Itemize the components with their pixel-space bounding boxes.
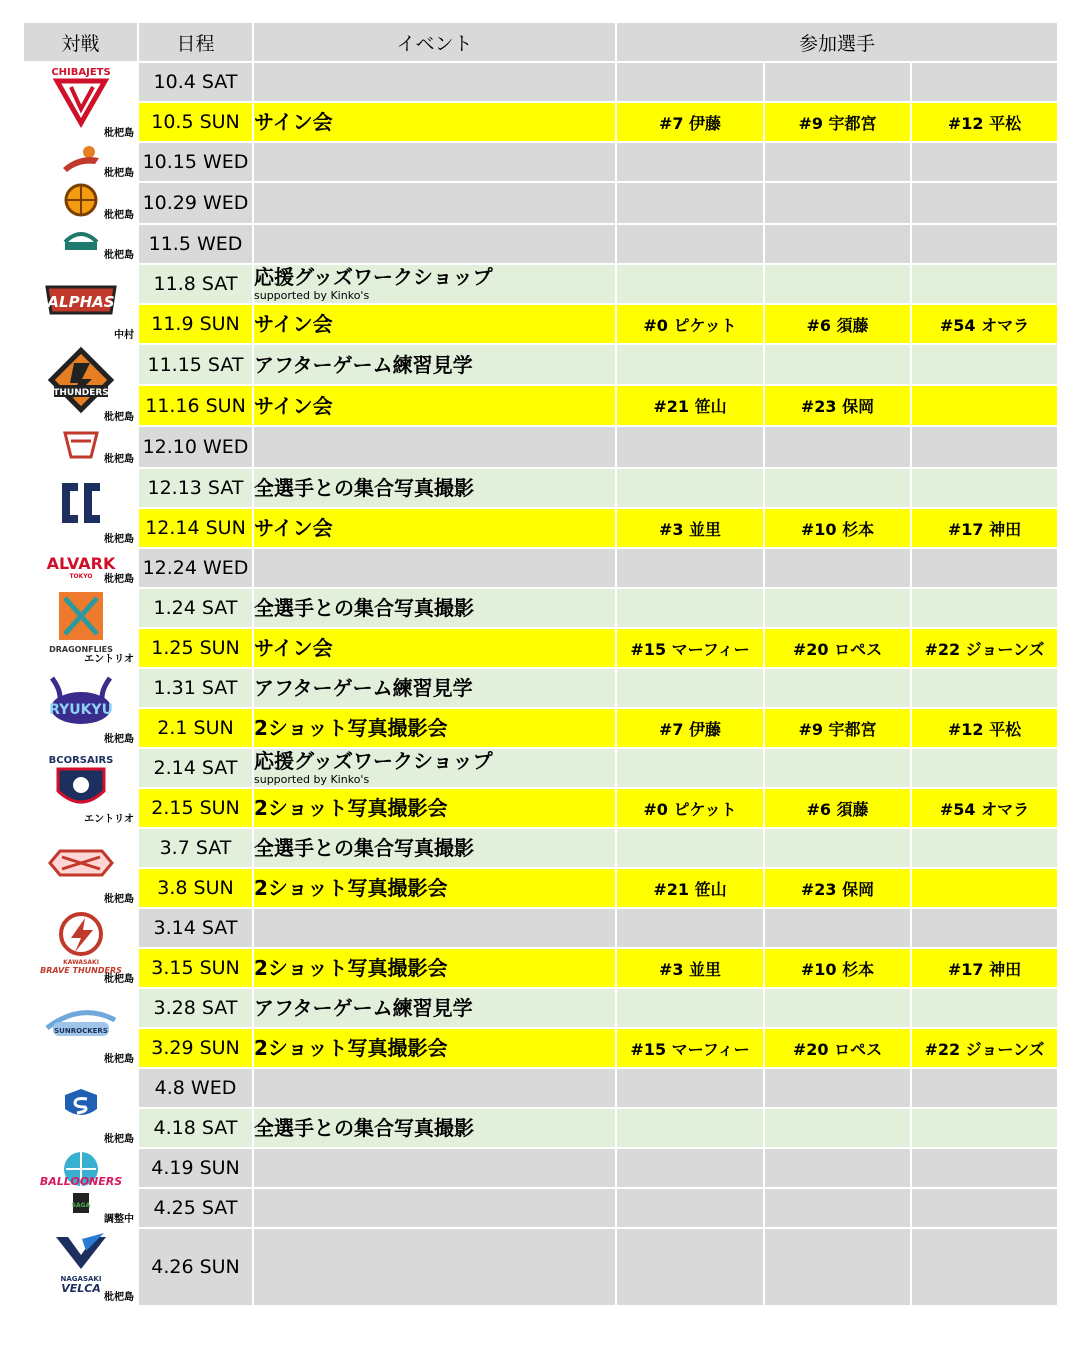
- alvark-logo-icon: [46, 549, 115, 581]
- player-cell: [911, 385, 1058, 426]
- player-cell: [911, 468, 1058, 508]
- player-cell: [911, 548, 1058, 588]
- player-cell: #22 ジョーンズ: [911, 1028, 1058, 1068]
- player-cell: [616, 426, 764, 468]
- player-cell: #17 神田: [911, 508, 1058, 548]
- schedule-body: [23, 62, 1058, 1306]
- player-cell: #23 保岡: [764, 868, 911, 908]
- player-cell: [911, 182, 1058, 224]
- player-cell: [764, 828, 911, 868]
- svg-text:BCORSAIRS: BCORSAIRS: [48, 755, 113, 766]
- opponent-cell: [23, 588, 138, 668]
- date-cell: 1.24 SAT: [138, 588, 253, 628]
- chiba-jets-logo-icon: [49, 65, 113, 129]
- player-cell: #3 並里: [616, 508, 764, 548]
- player-cell: [911, 908, 1058, 948]
- schedule-row: [23, 1148, 1058, 1188]
- svg-text:ALPHAS: ALPHAS: [46, 293, 115, 311]
- opponent-cell: [23, 142, 138, 182]
- date-cell: 11.16 SUN: [138, 385, 253, 426]
- player-cell: [911, 988, 1058, 1028]
- header-players: 参加選手: [616, 22, 1058, 62]
- event-cell: [253, 508, 616, 548]
- schedule-row: [23, 948, 1058, 988]
- schedule-row: [23, 1108, 1058, 1148]
- player-cell: [911, 142, 1058, 182]
- schedule-row: [23, 1028, 1058, 1068]
- opponent-cell: [23, 1148, 138, 1228]
- player-cell: [616, 588, 764, 628]
- player-cell: [764, 668, 911, 708]
- date-cell: 2.15 SUN: [138, 788, 253, 828]
- schedule-row: [23, 385, 1058, 426]
- date-cell: 3.29 SUN: [138, 1028, 253, 1068]
- opponent-cell: [23, 1228, 138, 1306]
- event-cell: [253, 708, 616, 748]
- event-cell: [253, 588, 616, 628]
- opponent-cell: [23, 344, 138, 426]
- event-title: サイン会: [254, 516, 333, 540]
- date-cell: 4.26 SUN: [138, 1228, 253, 1306]
- venue-label: 枇杷島: [104, 974, 134, 985]
- schedule-row: [23, 628, 1058, 668]
- player-cell: [764, 224, 911, 264]
- player-cell: [616, 1108, 764, 1148]
- schedule-row: [23, 668, 1058, 708]
- event-cell: [253, 908, 616, 948]
- player-cell: #12 平松: [911, 708, 1058, 748]
- opponent-cell: [23, 426, 138, 468]
- date-cell: 10.29 WED: [138, 182, 253, 224]
- event-title: サイン会: [254, 312, 333, 336]
- svg-text:SUNROCKERS: SUNROCKERS: [53, 1027, 108, 1035]
- header-opponent: 対戦: [23, 22, 138, 62]
- schedule-row: [23, 788, 1058, 828]
- schedule-row: [23, 508, 1058, 548]
- date-cell: 4.18 SAT: [138, 1108, 253, 1148]
- corsairs-logo-icon: [46, 751, 116, 815]
- date-cell: 3.28 SAT: [138, 988, 253, 1028]
- event-title: 2ショット写真撮影会: [254, 956, 448, 980]
- player-cell: [616, 748, 764, 788]
- team-logo-icon: [59, 144, 103, 174]
- svg-text:THUNDERS: THUNDERS: [52, 388, 109, 398]
- event-cell: [253, 668, 616, 708]
- svg-text:SAGA: SAGA: [71, 1202, 90, 1209]
- event-cell: [253, 62, 616, 102]
- date-cell: 11.15 SAT: [138, 344, 253, 385]
- date-cell: 10.5 SUN: [138, 102, 253, 142]
- date-cell: 4.19 SUN: [138, 1148, 253, 1188]
- opponent-cell: [23, 62, 138, 142]
- player-cell: #9 宇都宮: [764, 708, 911, 748]
- svg-text:DRAGONFLIES: DRAGONFLIES: [48, 645, 113, 654]
- player-cell: #0 ピケット: [616, 304, 764, 344]
- event-title: 応援グッズワークショップ: [254, 265, 493, 289]
- venue-label: 枇杷島: [104, 1054, 134, 1065]
- event-cell: [253, 426, 616, 468]
- opponent-cell: [23, 468, 138, 548]
- date-cell: 3.14 SAT: [138, 908, 253, 948]
- venue-label: 枇杷島: [104, 210, 134, 221]
- player-cell: #3 並里: [616, 948, 764, 988]
- event-cell: [253, 1028, 616, 1068]
- player-cell: #7 伊藤: [616, 102, 764, 142]
- player-cell: #17 神田: [911, 948, 1058, 988]
- event-title: サイン会: [254, 393, 333, 418]
- venue-label: 枇杷島: [104, 250, 134, 261]
- venue-label: 枇杷島: [104, 894, 134, 905]
- player-cell: #6 須藤: [764, 304, 911, 344]
- player-cell: [616, 224, 764, 264]
- player-cell: [616, 828, 764, 868]
- player-cell: [911, 62, 1058, 102]
- date-cell: 4.25 SAT: [138, 1188, 253, 1228]
- player-cell: [764, 344, 911, 385]
- player-cell: [616, 264, 764, 304]
- player-cell: #9 宇都宮: [764, 102, 911, 142]
- date-cell: 3.7 SAT: [138, 828, 253, 868]
- player-cell: [616, 1188, 764, 1228]
- venue-label: 枇杷島: [104, 1292, 134, 1303]
- schedule-row: [23, 868, 1058, 908]
- date-cell: 11.8 SAT: [138, 264, 253, 304]
- opponent-cell: [23, 182, 138, 224]
- event-cell: [253, 344, 616, 385]
- player-cell: [764, 426, 911, 468]
- team-logo-icon: [64, 183, 98, 217]
- event-cell: [253, 142, 616, 182]
- team-logo-icon: [54, 477, 108, 529]
- event-title: サイン会: [254, 110, 333, 134]
- player-cell: #10 杉本: [764, 948, 911, 988]
- player-cell: [911, 426, 1058, 468]
- player-cell: [911, 588, 1058, 628]
- schedule-row: [23, 142, 1058, 182]
- event-cell: [253, 385, 616, 426]
- player-cell: #21 笹山: [616, 385, 764, 426]
- schedule-row: [23, 548, 1058, 588]
- venue-label: 枇杷島: [104, 1134, 134, 1145]
- player-cell: [764, 1108, 911, 1148]
- schedule-row: [23, 1188, 1058, 1228]
- player-cell: [616, 1228, 764, 1306]
- player-cell: [616, 142, 764, 182]
- date-cell: 12.10 WED: [138, 426, 253, 468]
- date-cell: 2.1 SUN: [138, 708, 253, 748]
- player-cell: #7 伊藤: [616, 708, 764, 748]
- player-cell: [616, 668, 764, 708]
- player-cell: [616, 1068, 764, 1108]
- player-cell: [764, 468, 911, 508]
- schedule-row: [23, 224, 1058, 264]
- date-cell: 12.24 WED: [138, 548, 253, 588]
- opponent-cell: [23, 264, 138, 344]
- schedule-row: [23, 708, 1058, 748]
- header-row: [23, 22, 1058, 62]
- schedule-row: [23, 468, 1058, 508]
- player-cell: [911, 668, 1058, 708]
- player-cell: [616, 62, 764, 102]
- schedule-row: [23, 908, 1058, 948]
- event-cell: [253, 788, 616, 828]
- opponent-cell: [23, 1068, 138, 1148]
- event-title: 2ショット写真撮影会: [254, 876, 448, 900]
- player-cell: [764, 1188, 911, 1228]
- player-cell: [616, 344, 764, 385]
- event-cell: [253, 988, 616, 1028]
- event-title: アフターゲーム練習見学: [254, 352, 473, 377]
- player-cell: #12 平松: [911, 102, 1058, 142]
- opponent-cell: [23, 548, 138, 588]
- player-cell: [911, 1108, 1058, 1148]
- schedule-row: [23, 344, 1058, 385]
- opponent-cell: [23, 988, 138, 1068]
- schedule-row: [23, 988, 1058, 1028]
- schedule-row: [23, 182, 1058, 224]
- player-cell: [764, 264, 911, 304]
- event-title: 2ショット写真撮影会: [254, 1036, 448, 1060]
- player-cell: [764, 988, 911, 1028]
- player-cell: [616, 548, 764, 588]
- velca-logo-icon: [46, 1229, 116, 1295]
- brave-thunders-logo-icon: [39, 910, 122, 976]
- event-title: 全選手との集合写真撮影: [254, 476, 474, 500]
- date-cell: 10.15 WED: [138, 142, 253, 182]
- event-cell: [253, 468, 616, 508]
- date-cell: 12.14 SUN: [138, 508, 253, 548]
- venue-label: 枇杷島: [104, 454, 134, 465]
- event-title: 2ショット写真撮影会: [254, 716, 448, 740]
- player-cell: [764, 1228, 911, 1306]
- event-cell: [253, 1148, 616, 1188]
- venue-label: 枇杷島: [104, 574, 134, 585]
- event-title: アフターゲーム練習見学: [254, 996, 473, 1020]
- venue-label: 枇杷島: [104, 128, 134, 139]
- player-cell: #0 ピケット: [616, 788, 764, 828]
- schedule-row: [23, 264, 1058, 304]
- player-cell: [911, 1148, 1058, 1188]
- ryukyu-logo-icon: [44, 672, 118, 734]
- player-cell: [616, 468, 764, 508]
- player-cell: #10 杉本: [764, 508, 911, 548]
- player-cell: [911, 264, 1058, 304]
- event-cell: [253, 182, 616, 224]
- player-cell: #54 オマラ: [911, 788, 1058, 828]
- event-cell: [253, 748, 616, 788]
- player-cell: #21 笹山: [616, 868, 764, 908]
- player-cell: [764, 1068, 911, 1108]
- player-cell: #23 保岡: [764, 385, 911, 426]
- schedule-row: [23, 62, 1058, 102]
- venue-label: 枇杷島: [104, 168, 134, 179]
- schedule-row: [23, 828, 1058, 868]
- player-cell: [911, 1068, 1058, 1108]
- opponent-cell: [23, 908, 138, 988]
- player-cell: [911, 868, 1058, 908]
- schedule-row: [23, 102, 1058, 142]
- sun-flyers-logo-icon: [61, 1087, 101, 1123]
- event-cell: [253, 102, 616, 142]
- event-cell: [253, 224, 616, 264]
- player-cell: #54 オマラ: [911, 304, 1058, 344]
- event-cell: [253, 628, 616, 668]
- svg-text:ALVARK: ALVARK: [46, 554, 115, 573]
- event-cell: [253, 828, 616, 868]
- event-cell: [253, 1108, 616, 1148]
- dragonflies-logo-icon: [49, 590, 113, 656]
- thunders-logo-icon: [46, 345, 116, 415]
- player-cell: [911, 1188, 1058, 1228]
- event-cell: [253, 1188, 616, 1228]
- venue-label: 枇杷島: [104, 534, 134, 545]
- venue-label: 調整中: [104, 1214, 134, 1225]
- venue-label: エントリオ: [84, 654, 134, 665]
- event-cell: [253, 948, 616, 988]
- venue-label: 枇杷島: [104, 734, 134, 745]
- player-cell: [616, 182, 764, 224]
- team-logo-icon: [61, 226, 101, 256]
- team-logo-icon: [46, 845, 116, 881]
- event-title: 全選手との集合写真撮影: [254, 596, 474, 620]
- date-cell: 2.14 SAT: [138, 748, 253, 788]
- svg-text:BALLOONERS: BALLOONERS: [39, 1175, 122, 1188]
- player-cell: #15 マーフィー: [616, 1028, 764, 1068]
- date-cell: 4.8 WED: [138, 1068, 253, 1108]
- event-cell: [253, 264, 616, 304]
- ballooners-logo-icon: [39, 1149, 122, 1217]
- player-cell: [764, 62, 911, 102]
- player-cell: #6 須藤: [764, 788, 911, 828]
- player-cell: [911, 1228, 1058, 1306]
- event-cell: [253, 1068, 616, 1108]
- alphas-logo-icon: [41, 277, 121, 321]
- player-cell: [616, 988, 764, 1028]
- event-sponsor: supported by Kinko's: [254, 289, 370, 302]
- event-title: 全選手との集合写真撮影: [254, 1116, 474, 1140]
- player-cell: [911, 224, 1058, 264]
- venue-label: 枇杷島: [104, 412, 134, 423]
- event-title: サイン会: [254, 636, 333, 660]
- date-cell: 12.13 SAT: [138, 468, 253, 508]
- date-cell: 1.25 SUN: [138, 628, 253, 668]
- player-cell: [616, 908, 764, 948]
- svg-text:BRAVE THUNDERS: BRAVE THUNDERS: [39, 966, 122, 975]
- player-cell: #20 ロペス: [764, 1028, 911, 1068]
- player-cell: [764, 748, 911, 788]
- player-cell: #15 マーフィー: [616, 628, 764, 668]
- sunrockers-logo-icon: [43, 998, 119, 1048]
- svg-text:CHIBAJETS: CHIBAJETS: [50, 67, 111, 78]
- schedule-table: [22, 21, 1059, 1307]
- header-event: イベント: [253, 22, 616, 62]
- venue-label: エントリオ: [84, 814, 134, 825]
- opponent-cell: [23, 828, 138, 908]
- opponent-cell: [23, 224, 138, 264]
- event-sponsor: supported by Kinko's: [254, 773, 370, 786]
- event-cell: [253, 304, 616, 344]
- schedule-row: [23, 1068, 1058, 1108]
- date-cell: 1.31 SAT: [138, 668, 253, 708]
- date-cell: 3.8 SUN: [138, 868, 253, 908]
- date-cell: 11.5 WED: [138, 224, 253, 264]
- event-cell: [253, 1228, 616, 1306]
- schedule-row: [23, 748, 1058, 788]
- team-logo-icon: [61, 427, 101, 461]
- player-cell: [764, 142, 911, 182]
- player-cell: [616, 1148, 764, 1188]
- opponent-cell: [23, 668, 138, 748]
- player-cell: [764, 548, 911, 588]
- event-title: アフターゲーム練習見学: [254, 676, 473, 700]
- player-cell: [911, 748, 1058, 788]
- player-cell: [911, 828, 1058, 868]
- event-title: 応援グッズワークショップ: [254, 749, 493, 773]
- date-cell: 3.15 SUN: [138, 948, 253, 988]
- player-cell: #20 ロペス: [764, 628, 911, 668]
- event-cell: [253, 548, 616, 588]
- svg-text:VELCA: VELCA: [60, 1282, 101, 1295]
- schedule-row: [23, 588, 1058, 628]
- svg-text:RYUKYU: RYUKYU: [48, 702, 113, 718]
- schedule-row: [23, 1228, 1058, 1306]
- player-cell: [764, 588, 911, 628]
- player-cell: [764, 1148, 911, 1188]
- player-cell: [764, 182, 911, 224]
- schedule-row: [23, 304, 1058, 344]
- event-title: 全選手との集合写真撮影: [254, 836, 474, 860]
- event-cell: [253, 868, 616, 908]
- player-cell: [911, 344, 1058, 385]
- svg-text:NAGASAKI: NAGASAKI: [60, 1275, 101, 1283]
- player-cell: [764, 908, 911, 948]
- venue-label: 中村: [114, 330, 134, 341]
- svg-text:KAWASAKI: KAWASAKI: [62, 959, 99, 966]
- date-cell: 11.9 SUN: [138, 304, 253, 344]
- header-date: 日程: [138, 22, 253, 62]
- event-title: 2ショット写真撮影会: [254, 796, 448, 820]
- svg-text:TOKYO: TOKYO: [68, 573, 93, 580]
- opponent-cell: [23, 748, 138, 828]
- date-cell: 10.4 SAT: [138, 62, 253, 102]
- player-cell: #22 ジョーンズ: [911, 628, 1058, 668]
- schedule-row: [23, 426, 1058, 468]
